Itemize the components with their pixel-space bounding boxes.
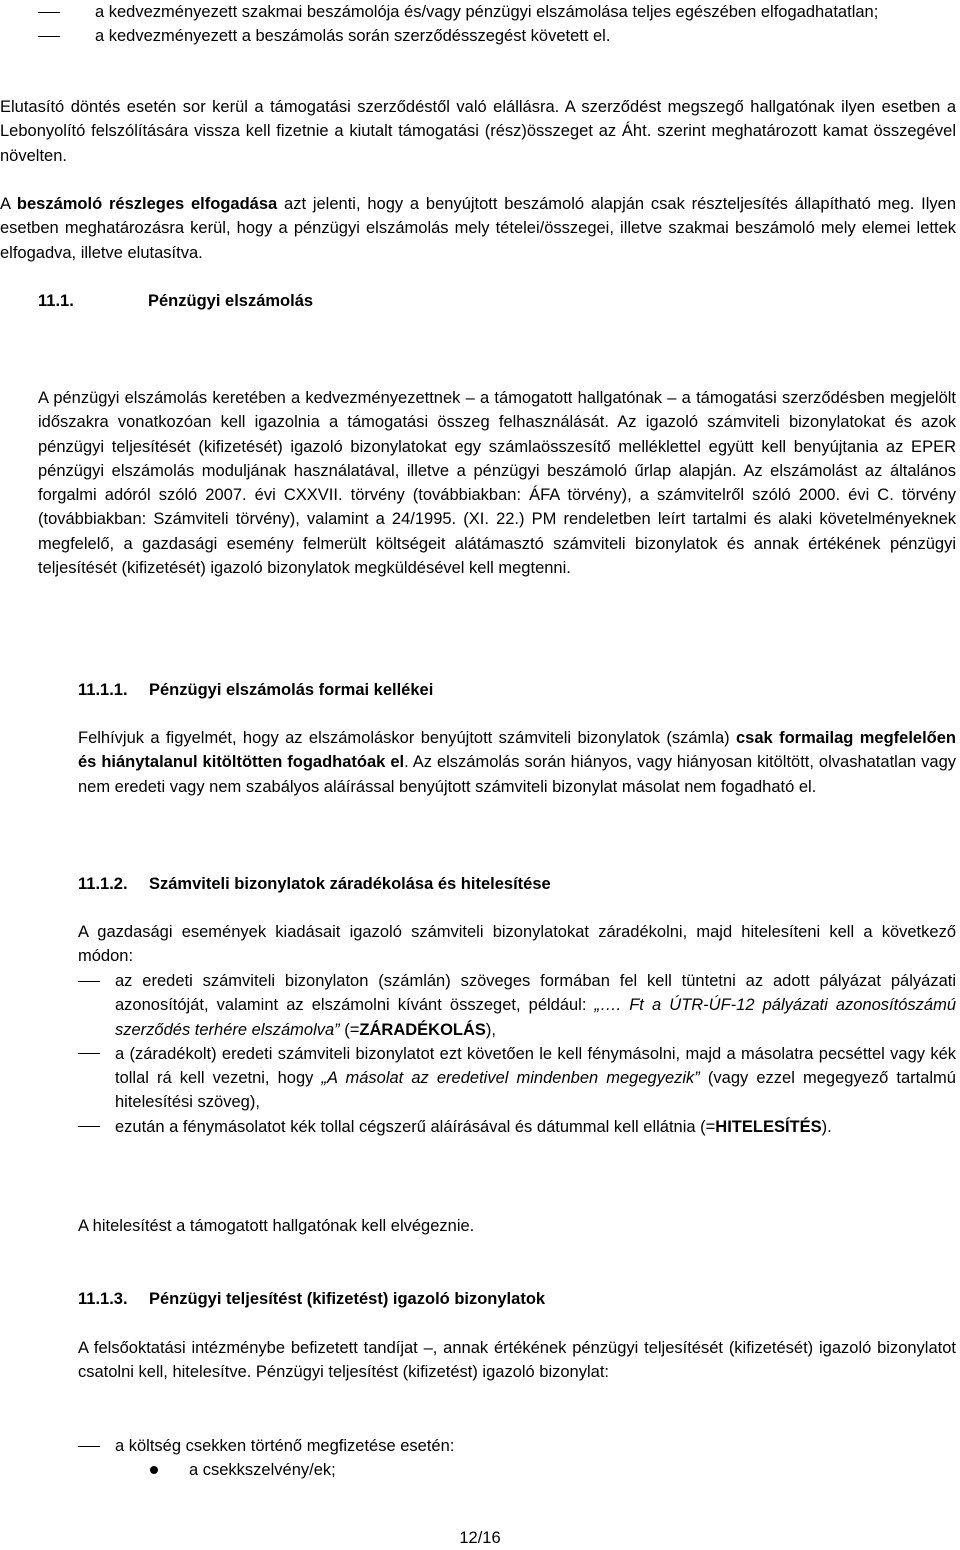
rejection-paragraph: Elutasító döntés esetén sor kerül a támogatási szerződéstől való elállásra. A szerződést megszegő hallgatónak ilyen esetben a Lebonyolító felszólítására vissza kell fizetnie a kiutalt támogatási (rész)összeget az Áht. szerint meghatározott kamat összegével növelten. [0,98,956,165]
section-11-1-2-intro: A gazdasági események kiadásait igazoló számviteli bizonylatokat záradékolni, majd hitelesíteni kell a következő módon: [78,923,956,966]
dash-marker [78,981,100,982]
list-item-text: ezután a fénymásolatot kék tollal cégszerű aláírásával és dátummal kell ellátnia (= [115,1117,716,1136]
list-item-text: ), [485,1020,496,1039]
dash-marker [78,1446,100,1447]
section-number: 11.1. [38,292,74,310]
list-item-text: ). [821,1117,832,1136]
section-heading-11-1-1 [78,678,956,702]
bold-term: beszámoló részleges elfogadása [16,195,278,213]
section-title: Pénzügyi teljesítést (kifizetést) igazoló bizonylatok [149,1290,546,1308]
dash-marker [38,12,60,13]
list-item-text: a kedvezményezett a beszámolás során szerződésszegést követett el. [95,27,611,46]
section-heading-11-1-3 [78,1287,956,1311]
section-title: Pénzügyi elszámolás [148,292,314,310]
list-item-text: (= [339,1020,360,1039]
paragraph-text: . Az elszámolás során hiányos, vagy hiányosan kitöltött, olvashatatlan vagy nem eredeti vagy nem szabályos aláírással benyújtott számviteli bizonylat másolat nem fogadható el. [78,753,956,796]
list-item-text: a költség csekken történő megfizetése esetén: [115,1437,455,1455]
bold-term: HITELESÍTÉS [715,1117,822,1136]
section-11-1-1-body [78,726,956,799]
list-item-text: a csekkszelvény/ek; [189,1461,336,1479]
dash-marker [78,1126,100,1127]
list-item [38,1434,956,1458]
section-11-1-2-closing: A hitelesítést a támogatott hallgatónak kell elvégeznie. [78,1217,475,1235]
paragraph-text: A [0,195,17,213]
section-heading-11-1 [38,289,918,313]
section-11-1-body: A pénzügyi elszámolás keretében a kedvezményezettnek – a támogatott hallgatónak – a támogatási szerződésben megjelölt időszakra vonatkozóan kell igazolnia a támogatási összeg felhasználását. Az igazoló számviteli bizonylatokat és azok pénzügyi teljesítését (kifizetését) igazoló bizonylatokat egy számlaösszesítő melléklettel együtt kell benyújtania az EPER pénzügyi elszámolás moduljának használatával, illetve a pénzügyi beszámoló űrlap alapján. Az elszámolást az általános forgalmi adóról szóló 2007. évi CXXVII. törvény (továbbiakban: ÁFA törvény), a számvitelről szóló 2000. évi C. törvény (továbbiakban: Számviteli törvény), valamint a 24/1995. (XI. 22.) PM rendeletben leírt tartalmi és alaki követelményeknek megfelelő, a gazdasági esemény felmerült költségeit alátámasztó számviteli bizonylatok és annak értékének pénzügyi teljesítését (kifizetését) igazoló bizonylatok megküldésével kell megtenni. [38,389,956,578]
list-item [38,0,956,24]
list-item-text: az eredeti számviteli bizonylaton (számlán) szöveges formában fel kell tüntetni az adott pályázat pályázati azonosítóját, valamint az elszámolni kívánt összeget, például: [115,972,956,1015]
dash-marker [38,36,60,37]
bullet-marker [150,1466,158,1474]
section-11-1-3-body: A felsőoktatási intézménybe befizetett tandíjat –, annak értékének pénzügyi teljesítését (kifizetését) igazoló bizonylatot csatolni kell, hitelesítve. Pénzügyi teljesítést (kifizetést) igazoló bizonylat: [78,1339,956,1382]
bold-requirement: csak formailag megfelelően és hiánytalanul kitöltötten fogadhatóak el [78,729,956,772]
section-title: Számviteli bizonylatok záradékolása és hitelesítése [149,875,551,893]
list-item-text: (vagy ezzel megegyező tartalmú hitelesítési szöveg), [115,1069,956,1112]
payment-proof-list [38,1434,956,1458]
dash-marker [78,1053,100,1054]
section-title: Pénzügyi elszámolás formai kellékei [149,681,434,699]
list-item-text: a (záradékolt) eredeti számviteli bizonylatot ezt követően le kell fénymásolni, majd a másolatra pecséttel vagy kék tollal rá kell vezetni, hogy [115,1044,956,1088]
section-heading-11-1-2 [78,872,956,896]
list-item [38,1042,956,1115]
paragraph-text: azt jelenti, hogy a benyújtott beszámoló alapján csak részteljesítés állapítható meg. Ilyen esetben meghatározásra kerül, hogy a pénzügyi elszámolás mely tételei/összegei, illetve szakmai beszámoló mely elemei lettek elfogadva, illetve elutasítva. [0,195,957,262]
payment-proof-sublist [110,1458,956,1482]
list-item [38,1115,956,1139]
paragraph-text: Felhívjuk a figyelmét, hogy az elszámoláskor benyújtott számviteli bizonylatok (számla) [78,729,736,747]
list-item-text: a kedvezményezett szakmai beszámolója és/vagy pénzügyi elszámolása teljes egészében elfogadhatatlan; [95,3,879,21]
top-dash-list [38,0,956,49]
certification-text: „A másolat az eredetivel mindenben megegyezik” [321,1069,700,1088]
list-item [38,969,956,1042]
list-item [38,24,956,48]
section-number: 11.1.1. [78,681,128,699]
list-item [110,1458,956,1482]
clause-steps-list [38,969,956,1139]
bold-term: ZÁRADÉKOLÁS [359,1020,486,1039]
page-number: 12/16 [459,1529,501,1547]
example-clause-text: „…. Ft a ÚTR-ÚF-12 pályázati azonosítószámú szerződés terhére elszámolva” [115,996,956,1039]
partial-acceptance-paragraph [0,192,956,265]
section-number: 11.1.2. [78,875,128,893]
section-number: 11.1.3. [78,1290,128,1308]
